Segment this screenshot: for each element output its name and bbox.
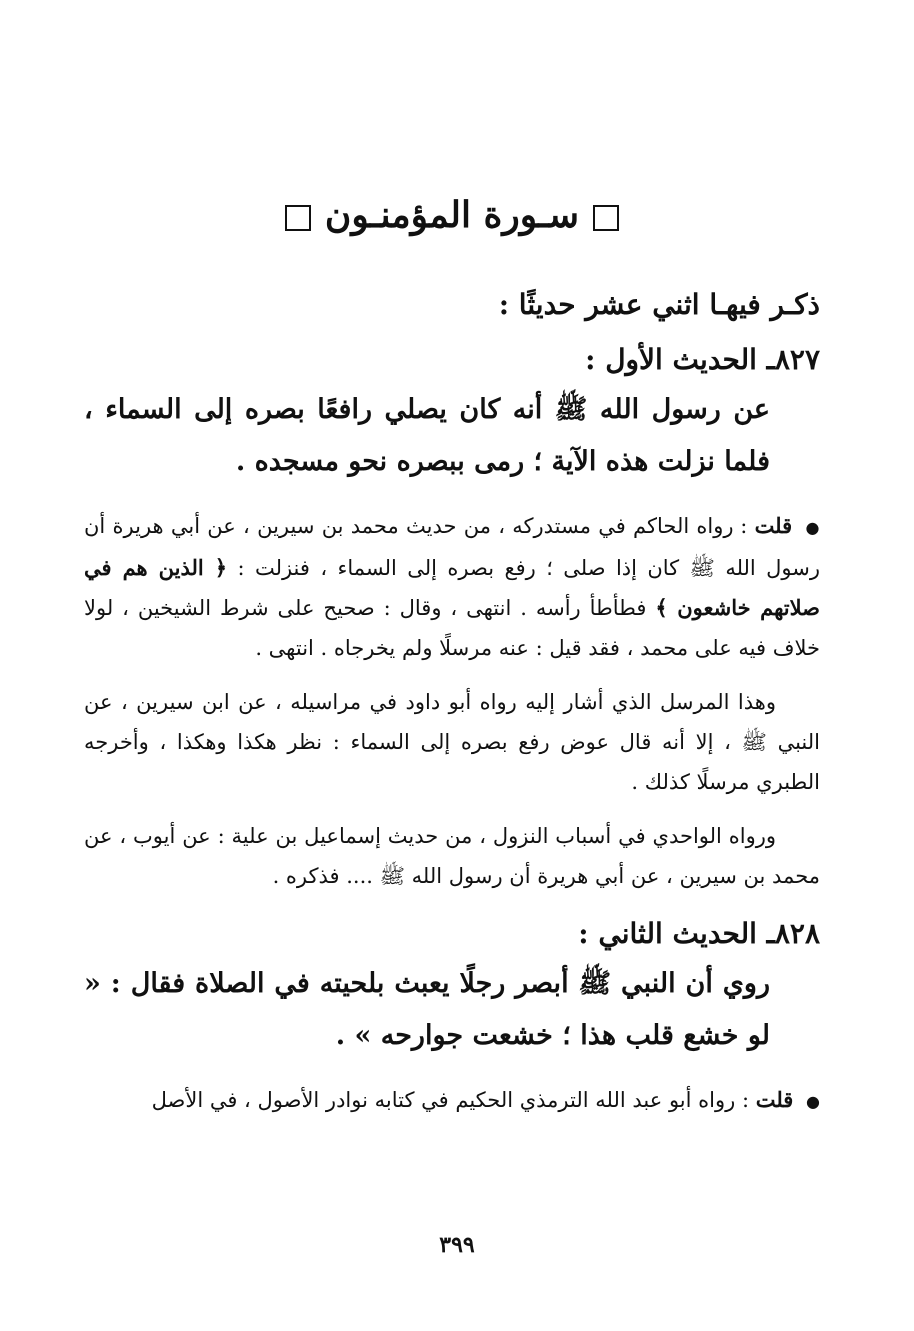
- page-body: [84, 180, 820, 1280]
- square-ornament-icon: [593, 205, 619, 231]
- quran-ayah: ﴿ الذين هم في صلاتهم خاشعون ﴾: [84, 555, 821, 620]
- hadith-text-827: [84, 384, 820, 488]
- note2-text-a: : رواه أبو عبد الله الترمذي الحكيم في كتابه نوادر الأصول ، في الأصل: [151, 1088, 750, 1112]
- note1-text-a: : رواه الحاكم في مستدركه ، من حديث محمد بن سيرين ، عن أبي هريرة أن رسول الله ﷺ كان إذا صلى ؛ رفع بصره إلى السماء ، فنزلت :: [84, 514, 821, 580]
- qult-label: قلت: [755, 1087, 794, 1112]
- page-number: ٣٩٩: [439, 1232, 475, 1258]
- hadith-text-827-content: عن رسول الله ﷺ أنه كان يصلي رافعًا بصره إلى السماء ، فلما نزلت هذه الآية ؛ رمى ببصره نحو مسجده .: [84, 394, 770, 477]
- qult-label: قلت: [754, 513, 793, 538]
- note1-text-b: فطأطأ رأسه . انتهى ، وقال : صحيح على شرط الشيخين ، لولا خلاف فيه على محمد ، فقد قيل : عنه مرسلًا ولم يخرجاه . انتهى .: [84, 596, 820, 660]
- commentary-paragraph-2: وهذا المرسل الذي أشار إليه رواه أبو داود في مراسيله ، عن ابن سيرين ، عن النبي ﷺ ، إلا أنه قال عوض رفع بصره إلى السماء : نظر هكذا وهكذا ، وأخرجه الطبري مرسلًا كذلك .: [84, 690, 820, 794]
- bullet-icon: ●: [805, 518, 820, 537]
- hadith-text-828: [84, 958, 820, 1062]
- hadith-count-line: ذكـر فيهـا اثني عشر حديثًا :: [498, 288, 820, 321]
- square-ornament-icon: [285, 205, 311, 231]
- hadith-heading-828: ٨٢٨ـ الحديث الثاني :: [578, 917, 820, 950]
- bullet-icon: ●: [806, 1092, 820, 1111]
- commentary-paragraph-3: ورواه الواحدي في أسباب النزول ، من حديث إسماعيل بن علية : عن أيوب ، عن محمد بن سيرين ، عن أبي هريرة أن رسول الله ﷺ .... فذكره .: [84, 824, 820, 888]
- commentary-note-1: [84, 506, 820, 668]
- surah-title-text: سـورة المؤمنـون: [324, 194, 580, 236]
- surah-title: [84, 180, 820, 250]
- hadith-heading-827: ٨٢٧ـ الحديث الأول :: [585, 343, 820, 376]
- commentary-note-2: [84, 1080, 820, 1122]
- hadith-text-828-content: روي أن النبي ﷺ أبصر رجلًا يعبث بلحيته في الصلاة فقال : « لو خشع قلب هذا ؛ خشعت جوارحه » .: [84, 968, 770, 1051]
